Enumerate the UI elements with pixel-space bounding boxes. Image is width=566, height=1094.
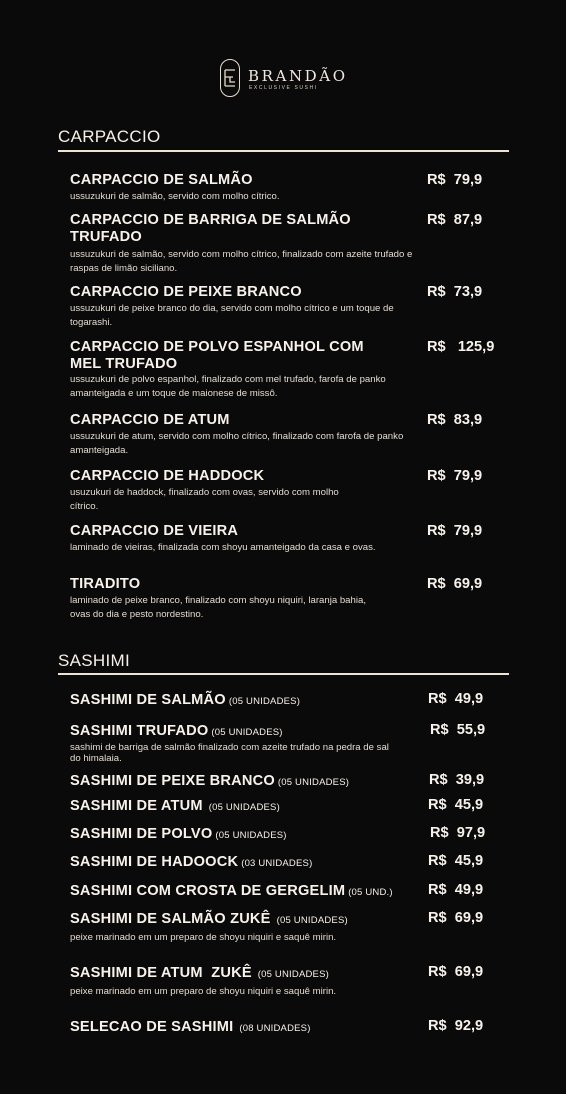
item-quantity: (05 UNIDADES) (277, 777, 350, 788)
item-description: sashimi de barriga de salmão finalizado com azeite trufado na pedra de sal do himalaia. (70, 742, 389, 764)
item-name (70, 853, 490, 873)
item-description: laminado de vieiras, finalizada com shoyu amanteigado da casa e ovas. (70, 541, 376, 553)
item-name (70, 825, 490, 845)
item-description: ussuzukuri de polvo espanhol, finalizado com mel trufado, farofa de panko amanteigada e um toque de maionese de missô. (70, 374, 386, 399)
brand-monogram-icon (220, 59, 240, 97)
item-description: laminado de peixe branco, finalizado com shoyu niquiri, laranja bahia, ovas do dia e pesto nordestino. (70, 594, 366, 620)
item-name (70, 910, 490, 930)
item-quantity: (05 UNIDADES) (215, 830, 287, 841)
menu-item (70, 212, 560, 276)
item-description: peixe marinado em um preparo de shoyu niquiri e saquê mirin. (70, 986, 337, 997)
item-name: CARPACCIO DE ATUM (70, 412, 230, 428)
item-price: R$ 79,9 (427, 468, 483, 484)
item-name (70, 772, 490, 792)
item-name: CARPACCIO DE BARRIGA DE SALMÃO TRUFADO (70, 212, 351, 245)
item-price: R$ 92,9 (428, 1018, 484, 1034)
menu-item (70, 339, 560, 401)
item-price: R$ 55,9 (430, 722, 486, 738)
menu-item (70, 910, 560, 945)
item-name: CARPACCIO DE SALMÃO (70, 172, 253, 188)
brand-tagline: EXCLUSIVE SUSHI (249, 85, 318, 91)
item-price: R$ 49,9 (428, 882, 484, 898)
item-quantity: (05 UNIDADES) (228, 696, 301, 707)
item-name (70, 1018, 490, 1038)
menu-item (70, 691, 560, 711)
item-name (70, 797, 490, 817)
menu-item (70, 825, 560, 845)
item-description: usuzukuri de haddock, finalizado com ovas, servido com molho cítrico. (70, 486, 339, 512)
brand-name: BRANDÃO (248, 67, 348, 85)
item-name (70, 722, 490, 742)
item-name-text: SASHIMI DE HADOOCK (70, 854, 239, 870)
item-name: CARPACCIO DE HADDOCK (70, 468, 265, 484)
item-price: R$ 69,9 (428, 964, 484, 980)
menu-item (70, 882, 560, 902)
item-description: ussuzukuri de peixe branco do dia, servido com molho cítrico e um toque de togarashi. (70, 302, 394, 328)
item-quantity: (05 UNIDADES) (257, 969, 329, 980)
item-name-text: SASHIMI COM CROSTA DE GERGELIM (70, 883, 346, 899)
item-name: CARPACCIO DE POLVO ESPANHOL COM MEL TRUFADO (70, 339, 364, 372)
menu-item (70, 1018, 560, 1038)
item-price: R$ 69,9 (428, 910, 484, 926)
item-name: CARPACCIO DE VIEIRA (70, 523, 239, 539)
item-quantity: (05 UNIDADES) (208, 802, 280, 813)
menu-item (70, 853, 560, 873)
menu-item (70, 576, 560, 622)
item-quantity: (05 UNIDADES) (276, 915, 348, 926)
menu-item (70, 412, 560, 458)
item-name-text: SASHIMI DE PEIXE BRANCO (70, 773, 275, 789)
menu-item (70, 172, 560, 204)
item-name: CARPACCIO DE PEIXE BRANCO (70, 284, 302, 300)
menu-item (70, 797, 560, 817)
item-price: R$ 49,9 (428, 691, 484, 707)
item-price: R$ 79,9 (427, 172, 483, 188)
item-name (70, 964, 490, 984)
section-divider (58, 150, 509, 152)
menu-item (70, 772, 560, 792)
menu-item (70, 964, 560, 999)
item-description: peixe marinado em um preparo de shoyu niquiri e saquê mirin. (70, 932, 337, 943)
item-description: ussuzukuri de atum, servido com molho cítrico, finalizado com farofa de panko amanteigada. (70, 430, 404, 456)
item-quantity: (05 UNIDADES) (211, 727, 283, 738)
item-price: R$ 87,9 (427, 212, 483, 228)
item-name-text: SASHIMI DE SALMÃO (70, 692, 226, 708)
item-quantity: (05 UND.) (348, 887, 393, 898)
item-price: R$ 125,9 (427, 339, 495, 355)
item-name-text: SASHIMI DE ATUM (70, 798, 203, 814)
item-name-text: SASHIMI DE SALMÃO ZUKÊ (70, 911, 271, 927)
item-price: R$ 79,9 (427, 523, 483, 539)
menu-item (70, 722, 560, 764)
item-name: TIRADITO (70, 576, 141, 592)
item-price: R$ 73,9 (427, 284, 483, 300)
item-name-text: SASHIMI DE ATUM ZUKÊ (70, 965, 252, 981)
section-title-carpaccio: CARPACCIO (58, 127, 161, 146)
item-price: R$ 97,9 (430, 825, 486, 841)
menu-item (70, 284, 560, 330)
item-price: R$ 45,9 (428, 797, 484, 813)
item-price: R$ 69,9 (427, 576, 483, 592)
section-divider (58, 673, 509, 675)
item-description: ussuzukuri de salmão, servido com molho cítrico, finalizado com azeite trufado e raspas de limão siciliano. (70, 249, 413, 274)
item-name-text: SELECAO DE SASHIMI (70, 1019, 234, 1035)
brand-logo (220, 59, 360, 99)
item-quantity: (03 UNIDADES) (241, 858, 313, 869)
item-name (70, 691, 490, 711)
item-quantity: (08 UNIDADES) (239, 1023, 311, 1034)
section-title-sashimi: SASHIMI (58, 651, 131, 670)
item-name (70, 882, 490, 902)
item-price: R$ 45,9 (428, 853, 484, 869)
item-price: R$ 83,9 (427, 412, 483, 428)
item-description: ussuzukuri de salmão, servido com molho cítrico. (70, 190, 280, 202)
item-name-text: SASHIMI TRUFADO (70, 723, 209, 739)
item-name-text: SASHIMI DE POLVO (70, 826, 213, 842)
menu-item (70, 523, 560, 555)
menu-item (70, 468, 560, 514)
item-price: R$ 39,9 (429, 772, 485, 788)
